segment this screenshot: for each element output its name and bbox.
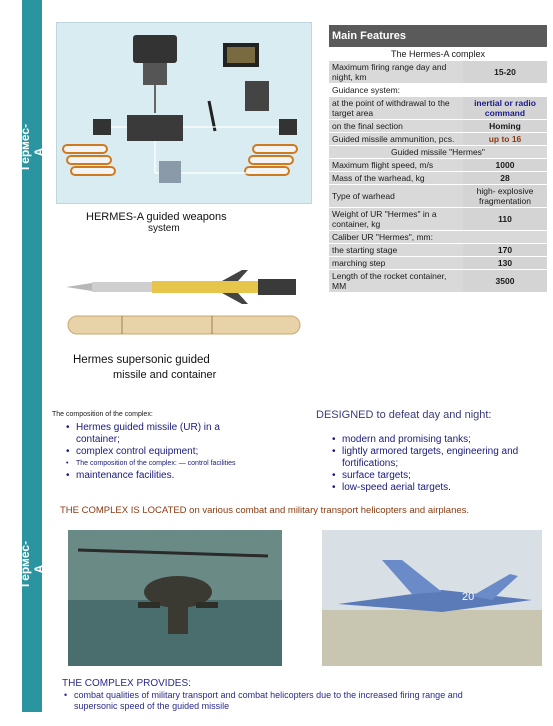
weapons-system-diagram [56,22,312,204]
provides-list [64,690,464,712]
table-row: the starting stage 170 [329,244,547,257]
provides-title: THE COMPLEX PROVIDES: [62,678,191,689]
composition-list [66,422,242,482]
composition-title: The composition of the complex: [52,411,153,418]
table-row: Guided missile ammunition, pcs. up to 16 [329,133,547,146]
list-item: • The composition of the complex: — control facilities [66,458,242,470]
list-item: • low-speed aerial targets. [332,482,546,494]
list-item: • modern and promising tanks; [332,434,546,446]
table-row: Guided missile "Hermes" [329,146,547,159]
table-row: Mass of the warhead, kg 28 [329,172,547,185]
missile-and-container-illustration [62,270,302,342]
located-text: THE COMPLEX IS LOCATED on various combat and military transport helicopters and airplanes. [60,505,470,516]
list-item: • lightly armored targets, engineering and fortifications; [332,446,546,470]
table-row: Caliber UR "Hermes", mm: [329,231,547,244]
list-item: • maintenance facilities. [66,470,242,482]
table-row: at the point of withdrawal to the target area inertial or radio command [329,97,547,120]
table-row: Maximum firing range day and night, km 15-20 [329,61,547,84]
table-row: Weight of UR "Hermes" in a container, kg 110 [329,208,547,231]
main-features-table [329,25,547,293]
side-label-bottom: Гермес-А [18,540,46,587]
side-bar [22,0,42,712]
jet-number: 20 [462,591,475,603]
table-row: Type of warhead high- explosive fragmentation [329,185,547,208]
diagram-illustration [57,23,311,203]
jet-photo [322,530,542,666]
designed-list [332,434,546,494]
table-row: marching step 130 [329,257,547,270]
table-row: Length of the rocket container, MM 3500 [329,270,547,293]
diagram-caption-line2: system [148,223,180,234]
list-item: • Hermes guided missile (UR) in a container; [66,422,242,446]
features-title: Main Features [329,25,547,48]
list-item: • complex control equipment; [66,446,242,458]
side-label-top: Гермес-А [18,123,46,170]
missile-caption-line1: Hermes supersonic guided [73,354,210,366]
table-row: Guidance system: [329,84,547,97]
table-row: Maximum flight speed, m/s 1000 [329,159,547,172]
helicopter-photo [68,530,282,666]
table-row: on the final section Homing [329,120,547,133]
list-item: • combat qualities of military transport and combat helicopters due to the increased firing range and supersonic speed of the guided missile [64,690,464,712]
features-complex: The Hermes-A complex [329,48,547,61]
list-item: • surface targets; [332,470,546,482]
designed-title: DESIGNED to defeat day and night: [316,409,492,421]
missile-caption-line2: missile and container [113,369,217,381]
diagram-caption-line1: HERMES-A guided weapons [86,211,227,223]
